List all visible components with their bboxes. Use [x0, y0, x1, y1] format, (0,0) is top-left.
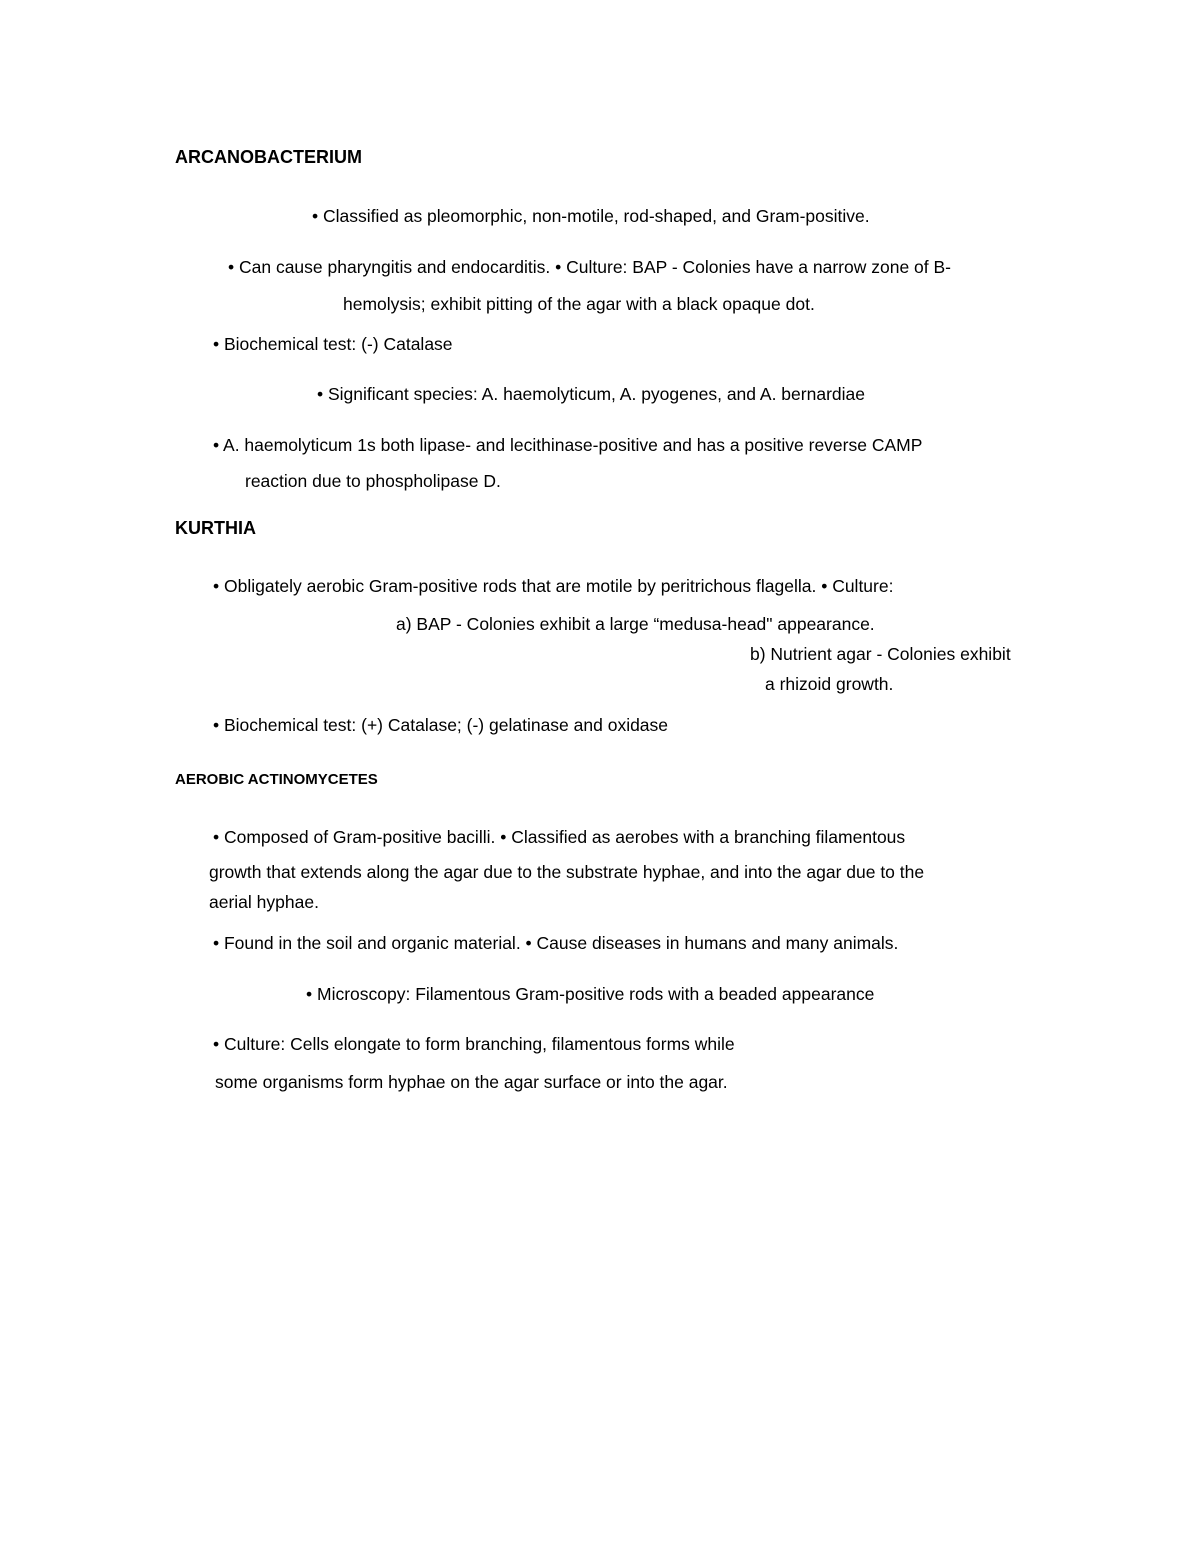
bullet-line: • Can cause pharyngitis and endocarditis. • Culture: BAP - Colonies have a narrow zone of B-	[228, 257, 952, 277]
bullet-line: • Classified as pleomorphic, non-motile, rod-shaped, and Gram-positive.	[312, 206, 870, 226]
continuation-line: a rhizoid growth.	[765, 674, 894, 694]
section-heading-kurthia: KURTHIA	[175, 518, 256, 538]
bullet-line: • A. haemolyticum 1s both lipase- and lecithinase-positive and has a positive reverse CAMP	[213, 435, 923, 455]
bullet-line: • Composed of Gram-positive bacilli. • Classified as aerobes with a branching filamentous	[213, 827, 906, 847]
bullet-line: • Microscopy: Filamentous Gram-positive rods with a beaded appearance	[306, 984, 875, 1004]
bullet-line: • Significant species: A. haemolyticum, A. pyogenes, and A. bernardiae	[317, 384, 865, 404]
continuation-line: reaction due to phospholipase D.	[245, 471, 501, 491]
continuation-line: hemolysis; exhibit pitting of the agar with a black opaque dot.	[343, 294, 815, 314]
bullet-line: • Found in the soil and organic material. • Cause diseases in humans and many animals.	[213, 933, 899, 953]
sub-item-line: a) BAP - Colonies exhibit a large “medusa-head" appearance.	[396, 614, 875, 634]
continuation-line: some organisms form hyphae on the agar surface or into the agar.	[215, 1072, 728, 1092]
bullet-line: • Biochemical test: (+) Catalase; (-) gelatinase and oxidase	[213, 715, 669, 735]
sub-item-line: b) Nutrient agar - Colonies exhibit	[750, 644, 1011, 664]
bullet-line: • Obligately aerobic Gram-positive rods that are motile by peritrichous flagella. • Culture:	[213, 576, 894, 596]
bullet-line: • Culture: Cells elongate to form branching, filamentous forms while	[213, 1034, 735, 1054]
continuation-line: aerial hyphae.	[209, 892, 319, 912]
bullet-line: • Biochemical test: (-) Catalase	[213, 334, 453, 354]
continuation-line: growth that extends along the agar due to the substrate hyphae, and into the agar due to the	[209, 862, 925, 882]
section-heading-aerobic-actinomycetes: AEROBIC ACTINOMYCETES	[175, 771, 378, 788]
section-heading-arcanobacterium: ARCANOBACTERIUM	[175, 147, 362, 167]
